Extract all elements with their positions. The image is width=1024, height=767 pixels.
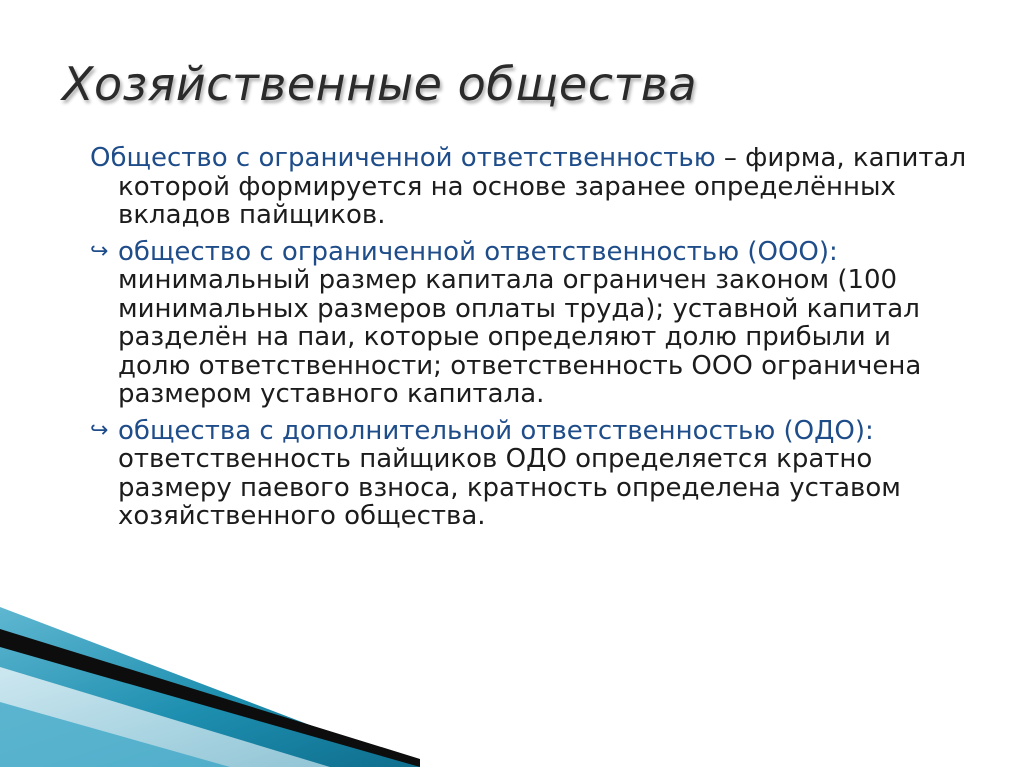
bullet-term: общество с ограниченной ответственностью (ООО): [118, 236, 838, 267]
bullet-text: ответственность пайщиков ОДО определяется кратно размеру паевого взноса, кратность определена уставом хозяйственного общества. [118, 444, 901, 531]
arrow-right-hook-icon: ↪ [90, 417, 109, 443]
bullet-text: минимальный размер капитала ограничен законом (100 минимальных размеров оплаты труда); уставной капитал разделён на паи, которые определяют долю прибыли и долю ответственности; ответственность ООО ограничена размером уставного капитала. [118, 265, 922, 409]
intro-paragraph [90, 144, 970, 230]
intro-text: – фирма, капитал которой формируется на основе заранее определённых вкладов пайщиков. [118, 143, 967, 230]
bullet-term: общества с дополнительной ответственностью (ОДО): [118, 415, 874, 446]
corner-decoration [0, 607, 420, 767]
bullet-item-ooo [90, 238, 970, 409]
slide-title: Хозяйственные общества [62, 57, 698, 111]
arrow-right-hook-icon: ↪ [90, 238, 109, 264]
slide-body [90, 144, 970, 539]
bullet-item-odo [90, 417, 970, 531]
intro-term: Общество с ограниченной ответственностью [90, 143, 716, 173]
